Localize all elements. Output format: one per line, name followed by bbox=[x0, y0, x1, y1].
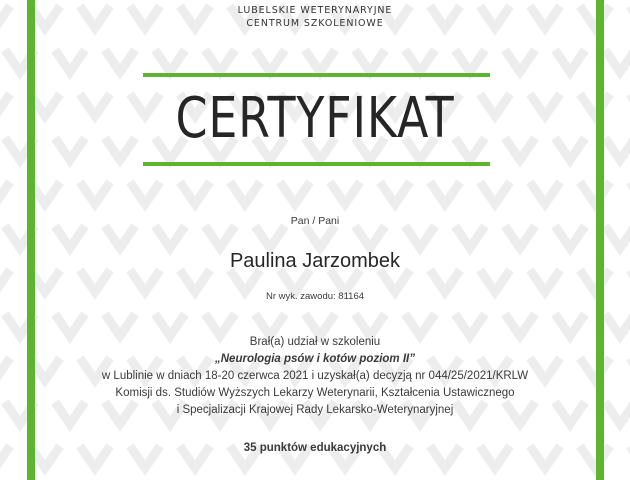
recipient-name: Paulina Jarzombek bbox=[229, 250, 401, 272]
license-number: Nr wyk. zawodu: 81164 bbox=[265, 291, 365, 302]
v-pattern-mark bbox=[455, 50, 485, 72]
v-pattern-mark bbox=[405, 314, 435, 336]
course-details-line: w Lublinie w dniach 18-20 czerwca 2021 i uzyskał(a) decyzją nr 044/25/2021/KRLW bbox=[101, 370, 529, 382]
v-pattern-mark bbox=[455, 314, 485, 336]
v-pattern-mark bbox=[0, 182, 10, 204]
v-pattern-mark bbox=[105, 314, 135, 336]
v-pattern-mark bbox=[505, 314, 535, 336]
v-pattern-mark bbox=[430, 182, 460, 204]
v-pattern-mark bbox=[330, 182, 360, 204]
v-pattern-mark bbox=[505, 226, 535, 248]
v-pattern-mark bbox=[580, 94, 610, 116]
v-pattern-mark bbox=[580, 270, 610, 292]
v-pattern-mark bbox=[605, 314, 630, 336]
v-pattern-mark bbox=[555, 226, 585, 248]
v-pattern-mark bbox=[255, 50, 285, 72]
v-pattern-mark bbox=[530, 270, 560, 292]
v-pattern-mark bbox=[205, 50, 235, 72]
v-pattern-mark bbox=[405, 226, 435, 248]
v-pattern-mark bbox=[155, 314, 185, 336]
v-pattern-mark bbox=[55, 226, 85, 248]
organization-name-line2: CENTRUM SZKOLENIOWE bbox=[246, 18, 384, 29]
v-pattern-mark bbox=[355, 226, 385, 248]
course-title: „Neurologia psów i kotów poziom II” bbox=[215, 353, 415, 365]
v-pattern-mark bbox=[605, 226, 630, 248]
v-pattern-mark bbox=[430, 270, 460, 292]
v-pattern-mark bbox=[555, 50, 585, 72]
v-pattern-mark bbox=[405, 50, 435, 72]
participation-text: Brał(a) udział w szkoleniu bbox=[249, 336, 381, 348]
v-pattern-mark bbox=[580, 182, 610, 204]
v-pattern-mark bbox=[280, 182, 310, 204]
v-pattern-mark bbox=[455, 226, 485, 248]
v-pattern-mark bbox=[230, 270, 260, 292]
v-pattern-mark bbox=[480, 182, 510, 204]
v-pattern-mark bbox=[0, 270, 10, 292]
v-pattern-mark bbox=[155, 50, 185, 72]
commission-line: Komisji ds. Studiów Wyższych Lekarzy Weterynarii, Kształcenia Ustawicznego bbox=[115, 387, 515, 399]
v-pattern-mark bbox=[380, 182, 410, 204]
salutation: Pan / Pani bbox=[290, 215, 340, 227]
v-pattern-mark bbox=[280, 270, 310, 292]
title-top-rule bbox=[143, 73, 490, 77]
v-pattern-mark bbox=[80, 182, 110, 204]
v-pattern-mark bbox=[505, 50, 535, 72]
v-pattern-mark bbox=[555, 314, 585, 336]
v-pattern-mark bbox=[380, 270, 410, 292]
organization-name-line1: LUBELSKIE WETERYNARYJNE bbox=[237, 5, 393, 16]
v-pattern-mark bbox=[55, 50, 85, 72]
v-pattern-mark bbox=[180, 270, 210, 292]
council-line: i Specjalizacji Krajowej Rady Lekarsko-Weterynaryjnej bbox=[176, 404, 454, 416]
v-pattern-mark bbox=[355, 314, 385, 336]
v-pattern-mark bbox=[180, 182, 210, 204]
v-pattern-mark bbox=[530, 182, 560, 204]
title-bottom-rule bbox=[143, 162, 490, 166]
v-pattern-mark bbox=[605, 138, 630, 160]
v-pattern-mark bbox=[155, 226, 185, 248]
v-pattern-mark bbox=[55, 314, 85, 336]
v-pattern-mark bbox=[255, 226, 285, 248]
v-pattern-mark bbox=[130, 270, 160, 292]
v-pattern-mark bbox=[330, 270, 360, 292]
v-pattern-mark bbox=[255, 314, 285, 336]
v-pattern-mark bbox=[305, 314, 335, 336]
v-pattern-mark bbox=[480, 270, 510, 292]
v-pattern-mark bbox=[355, 50, 385, 72]
v-pattern-mark bbox=[105, 226, 135, 248]
v-pattern-mark bbox=[230, 182, 260, 204]
v-pattern-mark bbox=[205, 226, 235, 248]
education-points: 35 punktów edukacyjnych bbox=[243, 442, 387, 454]
v-pattern-mark bbox=[305, 226, 335, 248]
certificate-title: CERTYFIKAT bbox=[175, 86, 455, 151]
v-pattern-mark bbox=[105, 50, 135, 72]
v-pattern-mark bbox=[130, 182, 160, 204]
v-pattern-mark bbox=[605, 50, 630, 72]
v-pattern-mark bbox=[0, 94, 10, 116]
v-pattern-mark bbox=[205, 314, 235, 336]
v-pattern-mark bbox=[80, 270, 110, 292]
v-pattern-mark bbox=[305, 50, 335, 72]
